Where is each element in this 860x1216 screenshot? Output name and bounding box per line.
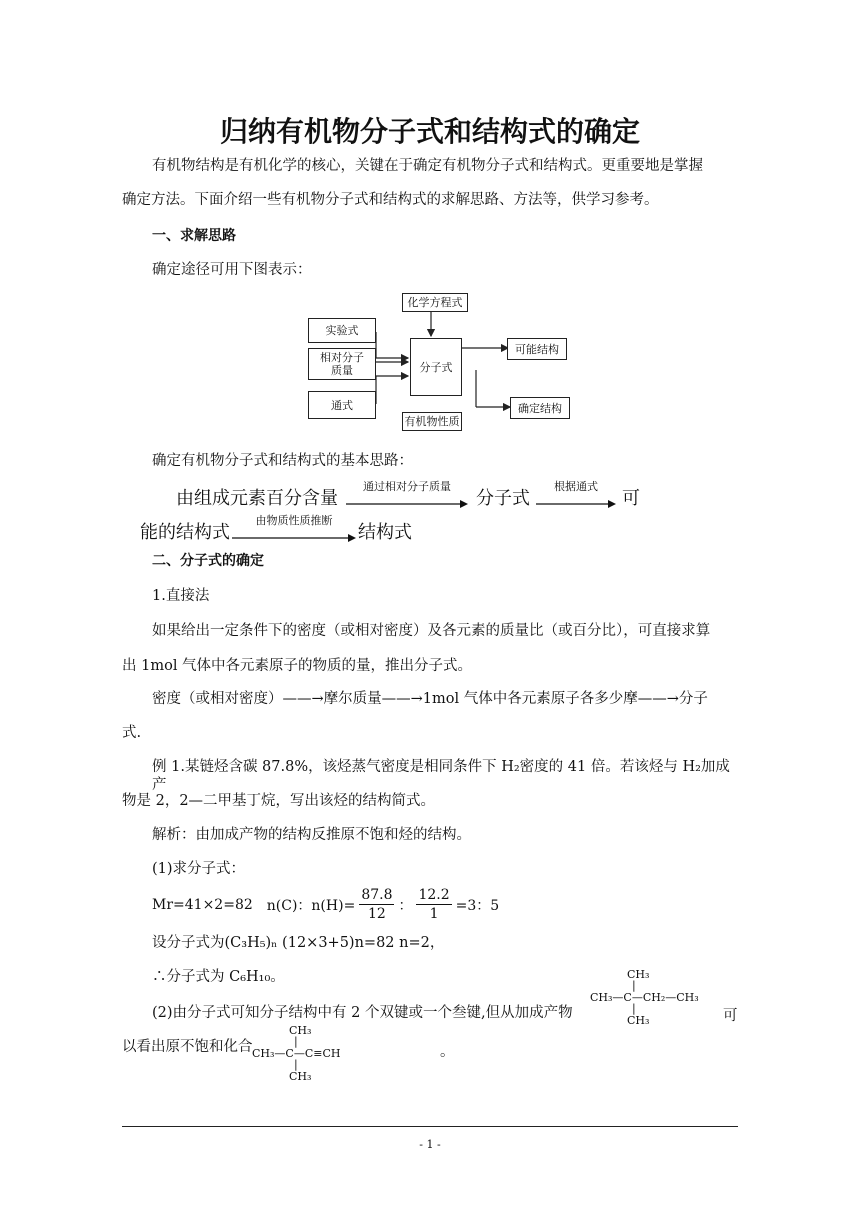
box-chem-equation: 化学方程式 [402, 293, 468, 312]
box-experimental-formula: 实验式 [308, 318, 376, 343]
section-heading-1: 一、求解思路 [152, 228, 236, 244]
step-2-end: 可 [723, 1008, 738, 1024]
arrow-icon [346, 499, 468, 509]
box-determined-structure: 确定结构 [510, 397, 570, 419]
calc-result: =3：5 [455, 897, 500, 914]
chain-arrow-2-label: 根据通式 [554, 480, 598, 493]
chain-arrow-3-label: 由物质性质推断 [255, 514, 333, 527]
step-2-line2: 以看出原不饱和化合 [122, 1039, 252, 1055]
flow-line-2: 式. [122, 725, 142, 741]
fraction-1-denominator: 12 [367, 906, 386, 922]
calc-mr: Mr=41×2=82 [152, 896, 253, 913]
structure-dimethylbutane: CH₃ | CH₃—C—CH₂—CH₃ | CH₃ [590, 968, 716, 1027]
basic-path-caption: 确定有机物分子式和结构式的基本思路： [152, 453, 413, 469]
mol2-main-chain: CH₃—C—C≡CH [252, 1047, 341, 1060]
intro-line-2: 确定方法。下面介绍一些有机物分子式和结构式的求解思路、方法等，供学习参考。 [122, 192, 659, 208]
calc-line [152, 886, 499, 923]
box-relative-mass-line1: 相对分子 [320, 351, 364, 364]
box-molecular-formula: 分子式 [410, 338, 462, 396]
footer-divider [122, 1126, 738, 1127]
mol2-bottom: CH₃ [289, 1070, 312, 1083]
chain-line2-start: 能的结构式 [140, 522, 230, 543]
example-1-line2: 物是 2，2—二甲基丁烷，写出该烃的结构简式。 [122, 793, 436, 809]
mol1-bottom: CH₃ [627, 1014, 650, 1027]
fraction-2-denominator: 1 [429, 906, 439, 922]
box-relative-mass-line2: 质量 [331, 364, 353, 377]
mol2-top: CH₃ [289, 1024, 312, 1037]
mol1-main-chain: CH₃—C—CH₂—CH₃ [590, 991, 699, 1004]
calc-ratio-label: n(C)：n(H)= [266, 897, 356, 914]
intro-line-1: 有机物结构是有机化学的核心，关键在于确定有机物分子式和结构式。更重要地是掌握 [152, 158, 703, 174]
page-number: - 1 - [419, 1138, 441, 1151]
chain-molecular-formula: 分子式 [476, 488, 530, 509]
fraction-2 [416, 886, 451, 923]
assume-formula: 设分子式为(C₃H₅)ₙ (12×3+5)n=82 n=2， [152, 935, 445, 951]
method-1-para-line2: 出 1mol 气体中各元素原子的物质的量，推出分子式。 [122, 658, 473, 674]
chain-arrow-1 [346, 478, 468, 513]
intro-paragraph [122, 157, 738, 175]
chain-arrow-2 [536, 478, 616, 513]
arrow-icon [536, 499, 616, 509]
chain-end-2: 结构式 [358, 522, 412, 543]
step-2-line1: (2)由分子式可知分子结构中有 2 个双键或一个叁键,但从加成产物 [152, 1005, 573, 1021]
example-1-line1: 例 1.某链烃含碳 87.8%，该烃蒸气密度是相同条件下 H₂密度的 41 倍。若该烃与 H₂加成产 [152, 759, 730, 793]
mol1-top: CH₃ [627, 968, 650, 981]
fraction-1 [359, 886, 394, 923]
chain-start: 由组成元素百分含量 [176, 488, 338, 509]
section-heading-2: 二、分子式的确定 [152, 553, 264, 569]
fraction-1-numerator: 87.8 [361, 887, 393, 903]
box-organic-properties: 有机物性质 [402, 412, 462, 431]
box-relative-mass [308, 348, 376, 380]
diagram-caption: 确定途径可用下图表示： [152, 262, 312, 278]
box-general-formula: 通式 [308, 391, 376, 419]
chain-end-1: 可 [622, 488, 640, 509]
structure-dimethylbutyne: CH₃ | CH₃—C—C≡CH | CH₃ [252, 1024, 362, 1083]
page-title: 归纳有机物分子式和结构式的确定 [219, 115, 640, 148]
calc-separator: ： [398, 897, 413, 914]
chain-arrow-3 [232, 512, 356, 547]
step-1: (1)求分子式： [152, 861, 246, 877]
chain-arrow-1-label: 通过相对分子质量 [363, 480, 451, 493]
analysis: 解析：由加成产物的结构反推原不饱和烃的结构。 [152, 827, 471, 843]
arrow-icon [232, 533, 356, 543]
method-1-heading: 1.直接法 [152, 588, 210, 604]
box-possible-structure: 可能结构 [507, 338, 567, 360]
fraction-2-numerator: 12.2 [418, 887, 450, 903]
therefore-formula: ∴分子式为 C₆H₁₀。 [152, 969, 285, 985]
method-1-para-line1: 如果给出一定条件下的密度（或相对密度）及各元素的质量比（或百分比），可直接求算 [152, 623, 711, 639]
flow-line-1: 密度（或相对密度）——→摩尔质量——→1mol 气体中各元素原子各多少摩——→分子 [152, 691, 708, 707]
step-2-period: 。 [440, 1044, 455, 1060]
